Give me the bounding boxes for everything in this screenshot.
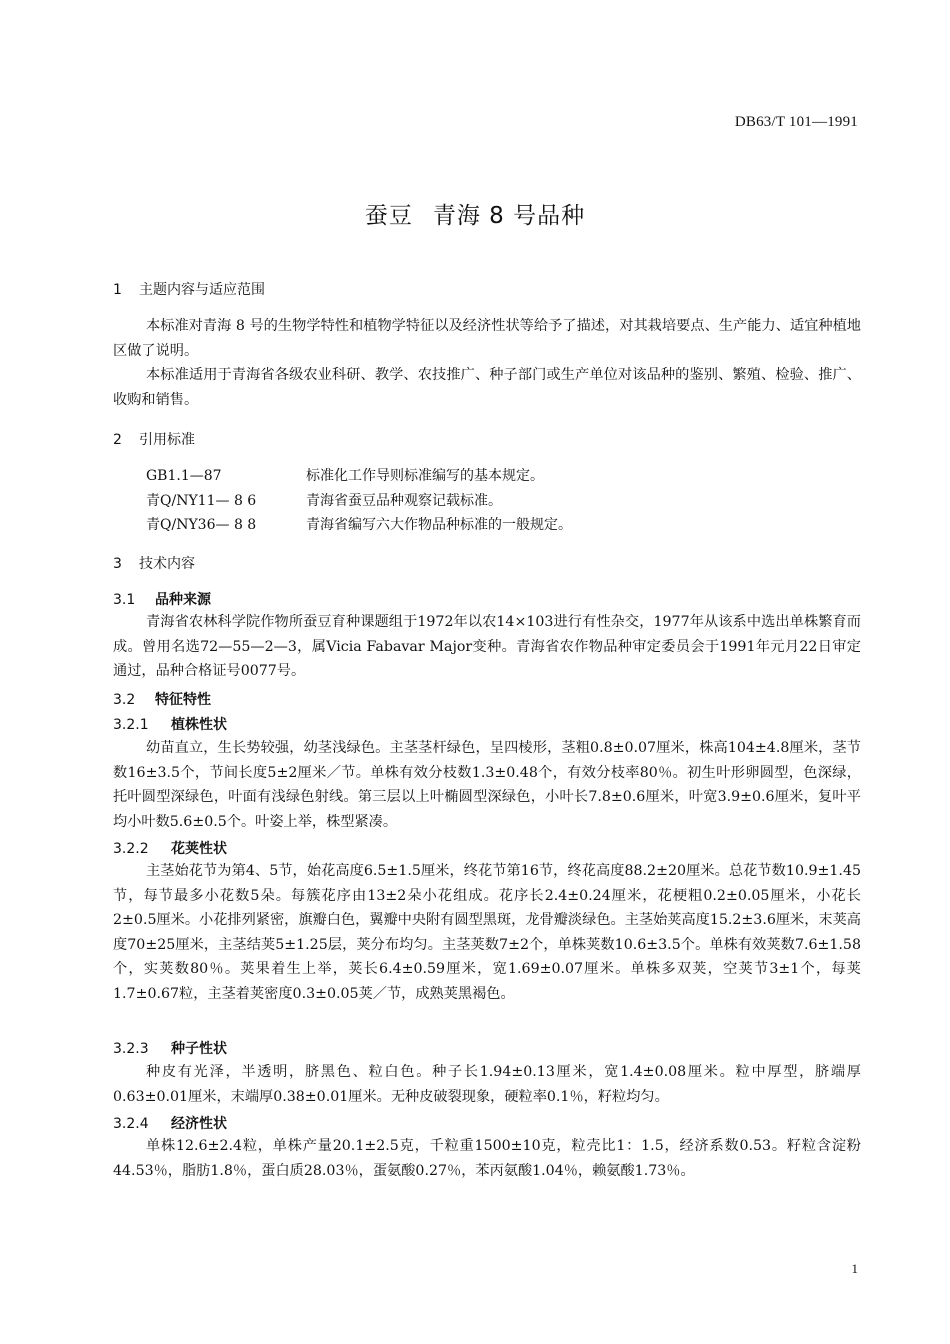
subsection-3-2-1-paragraph: 幼苗直立，生长势较强，幼茎浅绿色。主茎茎杆绿色，呈四棱形，茎粗0.8±0.07厘米，株高104±4.8厘米，茎节数16±3.5个，节间长度5±2厘米／节。单株有效分枝数1.3±0.48个，有效分枝率80％。初生叶形卵圆型，色深绿，托叶圆型深绿色，叶面有浅绿色射线。第三层以上叶椭圆型深绿色，小叶长7.8±0.6厘米，叶宽3.9±0.6厘米，复叶平均小叶数5.6±0.5个。叶姿上举，株型紧凑。 bbox=[113, 740, 861, 830]
reference-code: GB1.1—87 bbox=[146, 468, 222, 484]
title-part-1: 蚕豆 bbox=[364, 203, 413, 229]
section-1-paragraph-2: 本标准适用于青海省各级农业科研、教学、农技推广、种子部门或生产单位对该品种的鉴别、繁殖、检验、推广、收购和销售。 bbox=[113, 367, 861, 408]
document-title bbox=[0, 197, 950, 230]
subsection-3-2-2-paragraph: 主茎始花节为第4、5节，始花高度6.5±1.5厘米，终花节第16节，终花高度88.2±20厘米。总花节数10.9±1.45节，每节最多小花数5朵。每簇花序由13±2朵小花组成。花序长2.4±0.24厘米，花梗粗0.2±0.05厘米，小花长2±0.5厘米。小花排列紧密，旗瓣白色，翼瓣中央附有圆型黑斑，龙骨瓣淡绿色。主茎始荚高度15.2±3.6厘米，末荚高度70±25厘米，主茎结荚5±1.25层，荚分布均匀。主茎荚数7±2个，单株荚数10.6±3.5个。单株有效荚数7.6±1.58个，实荚数80％。荚果着生上举，荚长6.4±0.59厘米，宽1.69±0.07厘米。单株多双荚，空荚节3±1个，每荚1.7±0.67粒，主茎着荚密度0.3±0.05荚／节，成熟荚黑褐色。 bbox=[113, 863, 861, 1002]
subsection-title: 经济性状 bbox=[171, 1116, 227, 1132]
reference-code: 青Q/NY11— 8 6 bbox=[146, 493, 257, 509]
reference-row bbox=[146, 465, 544, 485]
subsection-3-1-paragraph: 青海省农林科学院作物所蚕豆育种课题组于1972年以农14×103进行有性杂交，1977年从该系中选出单株繁育而成。曾用名选72—55—2—3，属Vicia Fabavar Major变种。青海省农作物品种审定委员会于1991年元月22日审定通过，品种合格证号0077号。 bbox=[113, 614, 861, 679]
section-3-heading bbox=[113, 553, 195, 573]
section-title: 引用标准 bbox=[139, 432, 195, 448]
subsection-title: 种子性状 bbox=[171, 1041, 227, 1057]
section-number: 3 bbox=[113, 556, 122, 572]
reference-row bbox=[146, 514, 572, 534]
subsection-3-2-1-heading bbox=[113, 714, 227, 734]
subsection-number: 3.2.3 bbox=[113, 1041, 149, 1057]
subsection-3-2-4-heading bbox=[113, 1113, 227, 1133]
subsection-number: 3.2.2 bbox=[113, 841, 149, 857]
reference-code: 青Q/NY36— 8 8 bbox=[146, 517, 257, 533]
subsection-title: 特征特性 bbox=[155, 692, 211, 708]
subsection-number: 3.2.1 bbox=[113, 717, 149, 733]
subsection-3-2-2-heading bbox=[113, 838, 227, 858]
title-part-2: 青海 8 号品种 bbox=[432, 203, 586, 229]
section-number: 1 bbox=[113, 282, 122, 298]
subsection-title: 植株性状 bbox=[171, 717, 227, 733]
section-2-heading bbox=[113, 429, 195, 449]
subsection-3-2-4-paragraph: 单株12.6±2.4粒，单株产量20.1±2.5克，千粒重1500±10克，粒壳比1：1.5，经济系数0.53。籽粒含淀粉44.53％，脂肪1.8％，蛋白质28.03％，蛋氨酸0.27％，苯丙氨酸1.04％，赖氨酸1.73％。 bbox=[113, 1138, 861, 1179]
page-number: 1 bbox=[851, 1261, 858, 1276]
reference-description: 标准化工作导则标准编写的基本规定。 bbox=[306, 468, 544, 484]
section-number: 2 bbox=[113, 432, 122, 448]
subsection-title: 品种来源 bbox=[155, 592, 211, 608]
section-1-heading bbox=[113, 279, 265, 299]
subsection-number: 3.2.4 bbox=[113, 1116, 149, 1132]
reference-row bbox=[146, 490, 502, 510]
standard-code: DB63/T 101—1991 bbox=[734, 114, 858, 130]
subsection-3-1-heading bbox=[113, 589, 211, 609]
reference-description: 青海省编写六大作物品种标准的一般规定。 bbox=[306, 517, 572, 533]
subsection-number: 3.1 bbox=[113, 592, 136, 608]
subsection-number: 3.2 bbox=[113, 692, 136, 708]
section-1-paragraph-1: 本标准对青海 8 号的生物学特性和植物学特征以及经济性状等给予了描述，对其栽培要点、生产能力、适宜种植地区做了说明。 bbox=[113, 318, 861, 359]
section-title: 主题内容与适应范围 bbox=[139, 282, 265, 298]
section-title: 技术内容 bbox=[139, 556, 195, 572]
subsection-3-2-3-heading bbox=[113, 1038, 227, 1058]
subsection-3-2-heading bbox=[113, 689, 211, 709]
reference-description: 青海省蚕豆品种观察记载标准。 bbox=[306, 493, 502, 509]
subsection-3-2-3-paragraph: 种皮有光泽，半透明，脐黑色、粒白色。种子长1.94±0.13厘米，宽1.4±0.08厘米。粒中厚型，脐端厚0.63±0.01厘米，末端厚0.38±0.01厘米。无种皮破裂现象，硬粒率0.1％，籽粒均匀。 bbox=[113, 1064, 861, 1105]
subsection-title: 花荚性状 bbox=[171, 841, 227, 857]
